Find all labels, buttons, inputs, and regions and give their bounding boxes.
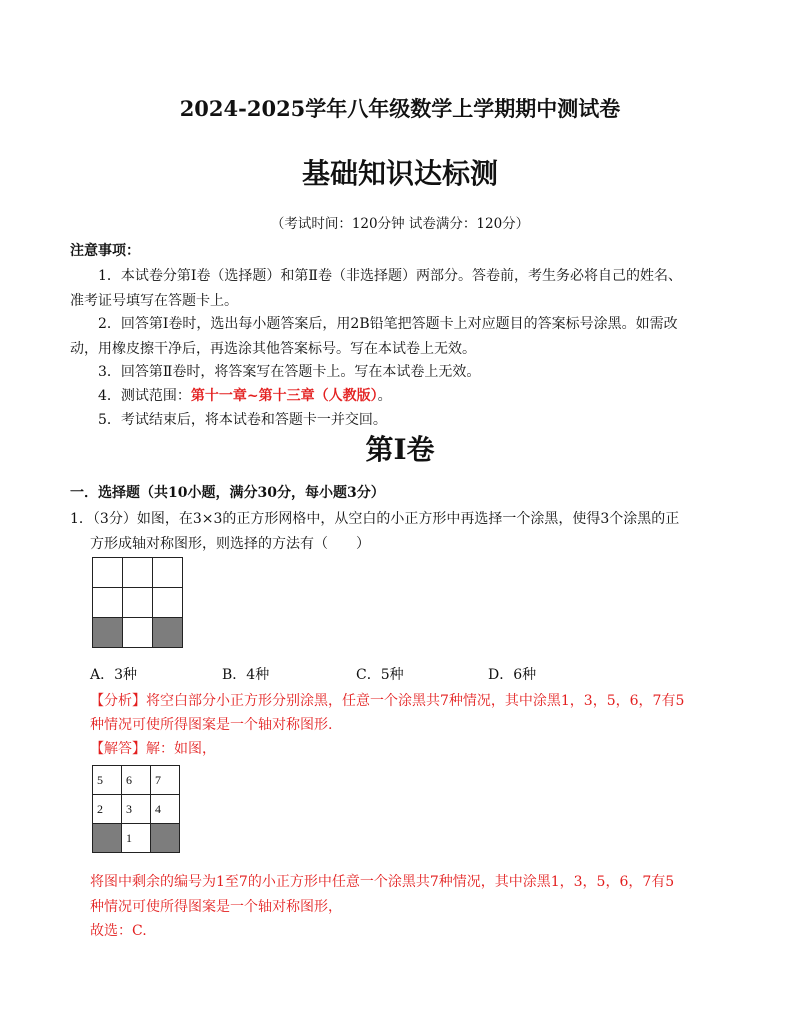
- option-c: C．5种: [356, 667, 404, 683]
- question-1-line-2: 方形成轴对称图形，则选择的方法有（ ）: [90, 536, 370, 552]
- grid-number-cell: 6: [122, 766, 151, 795]
- option-d: D．6种: [488, 667, 537, 683]
- question-1-line-1: 1．（3分）如图，在3×3的正方形网格中，从空白的小正方形中再选择一个涂黑，使得3个涂黑的正: [70, 511, 680, 527]
- grid-cell: [123, 588, 153, 618]
- conclusion-line-1: 将图中剩余的编号为1至7的小正方形中任意一个涂黑共7种情况，其中涂黑1，3，5，6，7有5: [90, 874, 675, 890]
- notice-item-3: 3．回答第Ⅱ卷时，将答案写在答题卡上。写在本试卷上无效。: [98, 364, 481, 380]
- notice-heading: 注意事项：: [70, 243, 140, 259]
- grid-cell: [153, 558, 183, 588]
- notice-item-4-suffix: 。: [377, 388, 392, 404]
- exam-info: （考试时间：120分钟 试卷满分：120分）: [270, 216, 530, 232]
- grid-number-cell: 1: [122, 824, 151, 853]
- exam-subtitle: 基础知识达标测: [301, 157, 498, 190]
- grid-number-cell: 2: [93, 795, 122, 824]
- grid-number-cell: 3: [122, 795, 151, 824]
- notice-item-1-line-1: 1．本试卷分第Ⅰ卷（选择题）和第Ⅱ卷（非选择题）两部分。答卷前，考生务必将自己的姓名、: [98, 268, 682, 284]
- grid-cell-filled: [153, 618, 183, 648]
- option-a: A．3种: [90, 667, 138, 683]
- grid-cell: [93, 558, 123, 588]
- question-grid: [92, 557, 183, 648]
- analysis-line-2: 种情况可使所得图案是一个轴对称图形.: [90, 717, 333, 733]
- test-range: 第十一章~第十三章（人教版）: [190, 388, 378, 404]
- grid-cell-filled: [93, 618, 123, 648]
- notice-item-2-line-2: 动，用橡皮擦干净后，再选涂其他答案标号。写在本试卷上无效。: [70, 341, 476, 357]
- grid-cell: [123, 558, 153, 588]
- grid-number-cell: 7: [151, 766, 180, 795]
- section-title: 一．选择题（共10小题，满分30分，每小题3分）: [70, 485, 385, 501]
- answer-label: 【解答】解：如图，: [90, 741, 216, 757]
- conclusion-line-2: 种情况可使所得图案是一个轴对称图形，: [90, 899, 342, 915]
- analysis-line-1: 【分析】将空白部分小正方形分别涂黑，任意一个涂黑共7种情况，其中涂黑1，3，5，6，7有5: [90, 693, 685, 709]
- grid-cell: [93, 588, 123, 618]
- notice-item-4-prefix: 4．测试范围：: [98, 388, 191, 404]
- answer-grid: [92, 765, 180, 853]
- grid-cell-filled: [93, 824, 122, 853]
- notice-item-2-line-1: 2．回答第Ⅰ卷时，选出每小题答案后，用2B铅笔把答题卡上对应题目的答案标号涂黑。如需改: [98, 316, 678, 332]
- exam-title: 2024-2025学年八年级数学上学期期中测试卷: [179, 96, 621, 121]
- grid-number-cell: 4: [151, 795, 180, 824]
- notice-item-5: 5．考试结束后，将本试卷和答题卡一并交回。: [98, 412, 387, 428]
- grid-number-cell: 5: [93, 766, 122, 795]
- option-b: B．4种: [222, 667, 270, 683]
- grid-cell: [123, 618, 153, 648]
- notice-item-4: [98, 385, 392, 405]
- grid-cell: [153, 588, 183, 618]
- grid-cell-filled: [151, 824, 180, 853]
- final-answer: 故选：C.: [90, 923, 147, 939]
- notice-item-1-line-2: 准考证号填写在答题卡上。: [70, 293, 238, 309]
- volume-title: 第Ⅰ卷: [365, 433, 435, 466]
